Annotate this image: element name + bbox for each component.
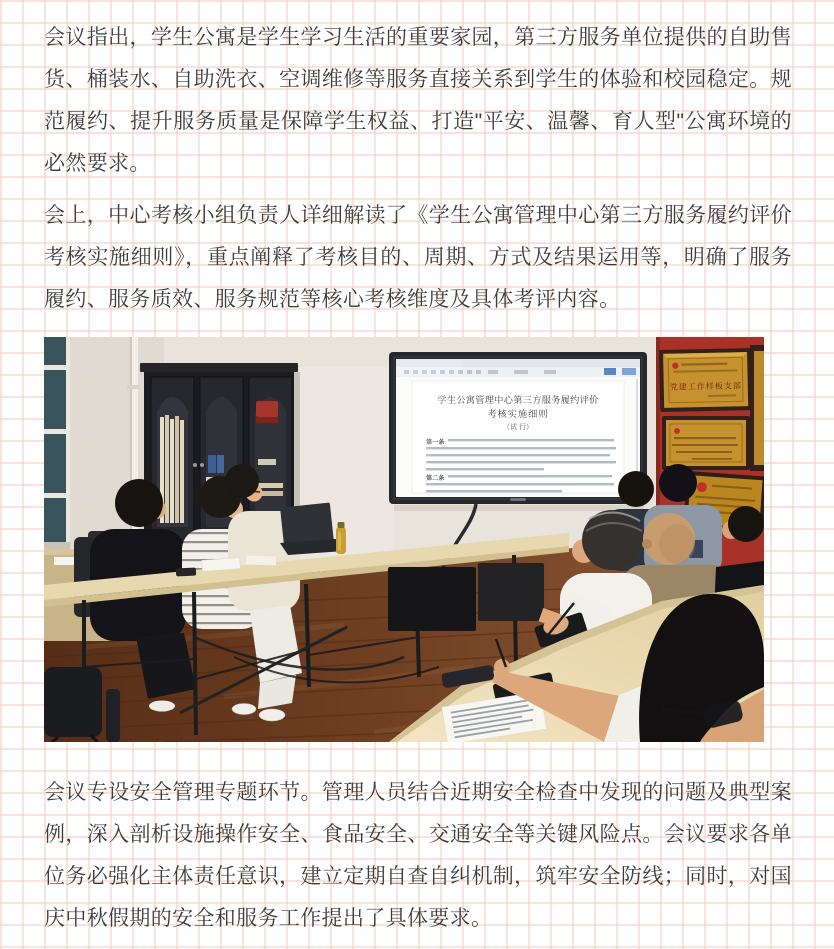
paragraph-1: 会议指出，学生公寓是学生学习生活的重要家园，第三方服务单位提供的自助售货、桶装水、自助洗衣、空调维修等服务直接关系到学生的体验和校园稳定。规范履约、提升服务质量是保障学生权益、打造"平安、温馨、育人型"公寓环境的必然要求。 (44, 26, 792, 175)
door-handle (200, 463, 204, 467)
hair (225, 464, 259, 498)
equipment-box (388, 563, 544, 631)
tv-document-clause2: 第二条 (426, 475, 445, 482)
tv-document-clause1: 第一条 (426, 439, 445, 446)
shoe (259, 709, 285, 721)
tv-document-title: 学生公寓管理中心第三方服务履约评价 (437, 395, 599, 405)
meeting-photo-illustration (44, 337, 764, 742)
paper (202, 558, 241, 572)
tv-logo (510, 498, 526, 501)
shoe (149, 701, 175, 712)
head (659, 464, 697, 502)
paper (246, 555, 276, 565)
meeting-photo (44, 337, 764, 742)
gold-plaque-1 (659, 348, 752, 412)
hair (728, 506, 764, 542)
window (44, 337, 70, 566)
phone (176, 567, 196, 576)
tv-document-note: （试 行） (503, 424, 533, 431)
bottle-cap (338, 522, 345, 528)
tv-document-subtitle: 考核实施细则 (487, 409, 549, 419)
party-emblem (674, 428, 680, 434)
paragraph-2: 会上，中心考核小组负责人详细解读了《学生公寓管理中心第三方服务履约评价考核实施细则》，重点阐释了考核目的、周期、方式及结果运用等，明确了服务履约、服务质效、服务规范等核心考核维度及具体考评内容。 (44, 204, 792, 311)
door-handle (193, 463, 197, 467)
bookcase-door-left (151, 377, 194, 555)
red-box (256, 401, 278, 417)
hand (494, 659, 510, 675)
ear (642, 539, 652, 549)
gold-plaque-2 (662, 416, 750, 470)
shoe (232, 704, 256, 715)
hair (115, 479, 163, 527)
plaque-title: 党建工作样板支部 (669, 381, 742, 392)
paragraph-3: 会议专设安全管理专题环节。管理人员结合近期安全检查中发现的问题及典型案例，深入剖析设施操作安全、食品安全、交通安全等关键风险点。会议要求各单位务必强化主体责任意识，建立定期自查自纠机制，筑牢安全防线；同时，对国庆中秋假期的安全和服务工作提出了具体要求。 (44, 781, 792, 930)
head (618, 471, 654, 507)
